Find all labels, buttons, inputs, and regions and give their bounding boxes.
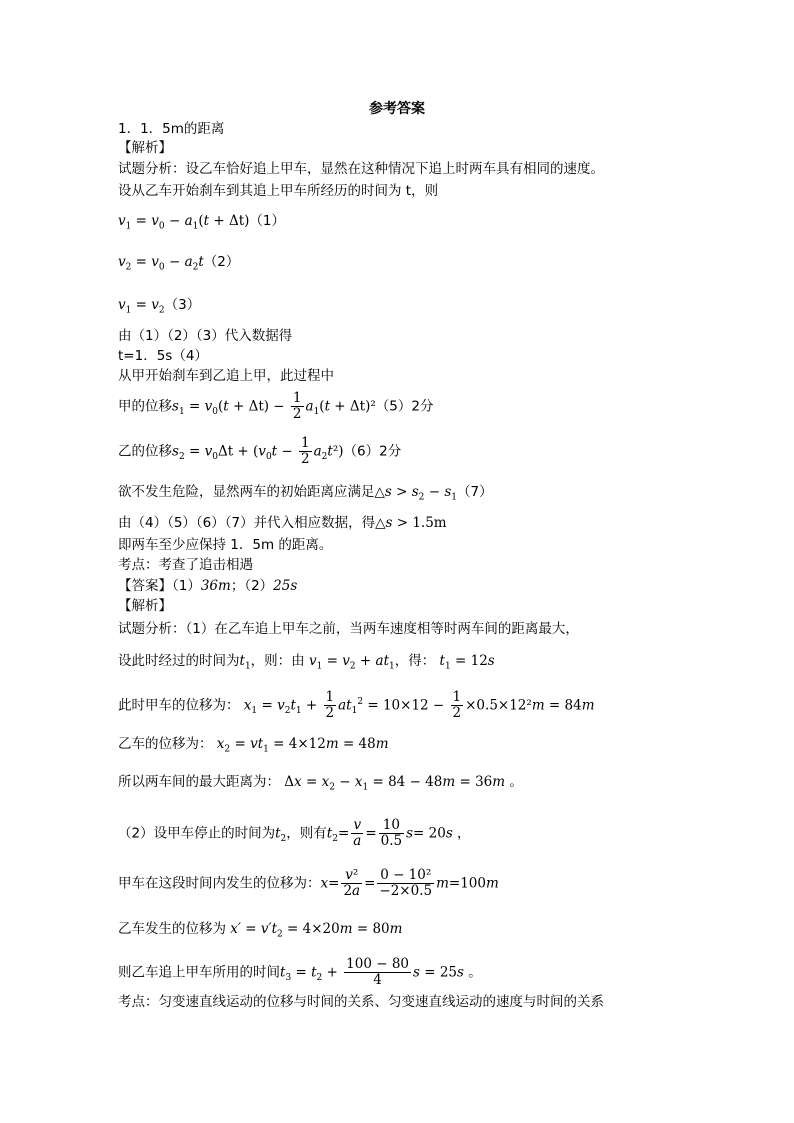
equation-2: $v_2 = v_0 - a_2t(2)$ [118,254,240,273]
analysis-line: 则乙车追上甲车所用的时间$t_3 = t_2$ + $\frac{100 - 80}{4}$ s = 25s 。 [118,956,482,988]
equation-tag: （6）2分 [343,443,402,460]
analysis-line: 乙车的位移为： $x_2 = vt_1 = 4\times 12m = 48m$ [118,736,389,755]
analysis-line: 即两车至少应保持 1．5m 的距离。 [118,537,333,553]
equation-6: 乙的位移$s_2 = v_0\Delta t + (v_0t$ − $\frac{1}{2}$ $a_2t^2)(6)2$分 [118,435,402,467]
equation-tag: （7） [456,484,493,500]
equation-3: $v_1 = v_2(3)$ [118,297,201,316]
analysis-line: 甲车在这段时间内发生的位移为：x= $\frac{\text{v²}}{2a}$ = $\frac{\text{0 − 10²}}{-2\times 0.5}$ m=100m [118,867,499,899]
analysis-line: 乙车发生的位移为 $x' = v't_2 = 4\times 20m = 80m$ [118,921,403,940]
question-1-answer: 1．1．5m的距离 [118,121,225,137]
equation-tag: （1） [249,213,286,229]
analysis-line: t=1．5s（4） [118,348,208,364]
analysis-line: 所以两车间的最大距离为： $\Delta x = x_2 - x_1 = 84 - 48m = 36m$ 。 [118,774,523,793]
analysis-heading: 【解析】 [118,598,172,614]
analysis-line: （2）设甲车停止的时间为$t_2$，则有$t_2=$ $\frac{v}{a}$ = $\frac{10}{0.5}$ s= 20s ， [118,817,471,849]
topic-line: 考点：考查了追击相遇 [118,557,253,573]
analysis-line: 从甲开始刹车到乙追上甲，此过程中 [118,368,334,384]
topic-line: 考点：匀变速直线运动的位移与时间的关系、匀变速直线运动的速度与时间的关系 [118,994,604,1010]
analysis-heading: 【解析】 [118,140,172,156]
equation-tag: （3） [164,297,201,313]
page-title: 参考答案 [369,101,425,117]
equation-7: 欲不发生危险，显然两车的初始距离应满足△s > $s_2 - s_1(7)$ [118,484,493,503]
analysis-line: 设此时经过的时间为$t_1$，则：由 $v_1 = v_2 + at_1$，得： $t_1 = 12s$ [118,653,495,672]
analysis-line: 此时甲车的位移为： $x_1 = v_2t_1$ + $\frac{1}{2}$ $at_1^2 = 10\times 12$ − $\frac{1}{2}$ ×0.5×12²m = 84m [118,689,595,721]
analysis-line: 试题分析：（1）在乙车追上甲车之前，当两车速度相等时两车间的距离最大， [118,621,579,637]
equation-tag: （2） [203,254,240,270]
equation-tag: （5）2分 [375,398,434,415]
equation-5: 甲的位移$s_1 = v_0(t + \Delta t)$ − $\frac{1}{2}$ $a_1(t + \Delta t)^2(5)2$分 [118,390,434,422]
analysis-line: 由（4）（5）（6）（7）并代入相应数据，得△s > 1.5m [118,515,447,531]
answer-line: 【答案】（1）36m；（2）25s [118,578,298,594]
analysis-line: 试题分析：设乙车恰好追上甲车，显然在这种情况下追上时两车具有相同的速度。 [118,161,604,177]
equation-1: $v_1 = v_0 - a_1(t + \Delta t)(1)$ [118,213,286,232]
analysis-line: 设从乙车开始刹车到其追上甲车所经历的时间为 t，则 [118,183,439,199]
analysis-line: 由（1）（2）（3）代入数据得 [118,328,293,344]
